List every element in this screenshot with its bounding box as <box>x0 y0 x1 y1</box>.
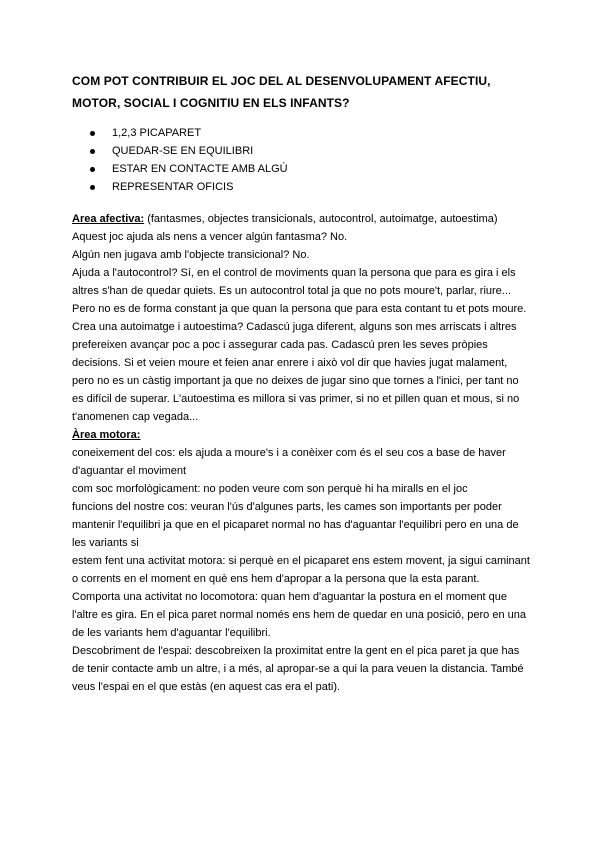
activity-list <box>72 124 288 196</box>
list-item-label: REPRESENTAR OFICIS <box>112 181 234 193</box>
document-body <box>72 210 532 696</box>
afectiva-heading-line <box>72 210 532 228</box>
paragraph: coneixement del cos: els ajuda a moure's i a conèixer com és el seu cos a base de haver d'aguantar el moviment <box>72 447 506 477</box>
list-item <box>72 142 288 160</box>
paragraph: estem fent una activitat motora: si perquè en el picaparet ens estem movent, ja sigui caminant o corrents en el moment en què ens hem d'apropar a la persona que la esta parant. <box>72 555 530 585</box>
list-item <box>72 178 288 196</box>
bullet-icon <box>90 167 95 172</box>
list-item-label: ESTAR EN CONTACTE AMB ALGÚ <box>112 163 288 175</box>
afectiva-heading: Area afectiva: <box>72 213 145 225</box>
bullet-icon <box>90 131 95 136</box>
bullet-icon <box>90 185 95 190</box>
list-item-label: 1,2,3 PICAPARET <box>112 127 202 139</box>
list-item-label: QUEDAR-SE EN EQUILIBRI <box>112 145 254 157</box>
paragraph: Aquest joc ajuda als nens a vencer algún fantasma? No. <box>72 231 348 243</box>
list-item <box>72 160 288 178</box>
paragraph: Algún nen jugava amb l'objecte transicional? No. <box>72 249 310 261</box>
paragraph: Comporta una activitat no locomotora: quan hem d'aguantar la postura en el moment que l'altre es gira. En el pica paret normal només ens hem de quedar en una posició, pero en una de les variants hem d'aguantar l'equilibri. <box>72 591 526 639</box>
paragraph: Descobriment de l'espai: descobreixen la proximitat entre la gent en el pica paret ja que has de tenir contacte amb un altre, i a més, al apropar-se a qui la para veuen la distancia. També veus l'espai en el que estàs (en aquest cas era el pati). <box>72 645 524 693</box>
paragraph: funcions del nostre cos: veuran l'ús d'algunes parts, les cames son importants per poder mantenir l'equilibri ja que en el picaparet normal no has d'aguantar l'equilibri pero en una de les variants si <box>72 501 519 549</box>
list-item <box>72 124 288 142</box>
paragraph: com soc morfològicament: no poden veure com son perquè hi ha miralls en el joc <box>72 483 468 495</box>
document-title: COM POT CONTRIBUIR EL JOC DEL AL DESENVOLUPAMENT AFECTIU, MOTOR, SOCIAL I COGNITIU EN ELS INFANTS? <box>72 74 491 110</box>
bullet-icon <box>90 149 95 154</box>
afectiva-topics: (fantasmes, objectes transicionals, autocontrol, autoimatge, autoestima) <box>144 213 498 225</box>
paragraph: Ajuda a l'autocontrol? Sí, en el control de moviments quan la persona que para es gira i els altres s'han de quedar quiets. Es un autocontrol total ja que no pots moure't, parlar, riure... Pero no es de forma constant ja que quan la persona que para esta contant tu et pots moure. <box>72 267 527 315</box>
motora-heading: Àrea motora: <box>72 429 141 441</box>
paragraph: Crea una autoimatge i autoestima? Cadascú juga diferent, alguns son mes arriscats i altres prefereixen avançar poc a poc i assegurar cada pas. Cadascú pren les seves pròpies decisions. Si et veien moure et feien anar enrere i això vol dir que havies jugat malament, pero no es un càstig important ja que no deixes de jugar sino que tornes a l'inici, per tant no es difícil de superar. L'autoestima es millora si vas primer, si no et pillen quan et mous, si no t'anomenen cap vegada... <box>72 321 520 423</box>
